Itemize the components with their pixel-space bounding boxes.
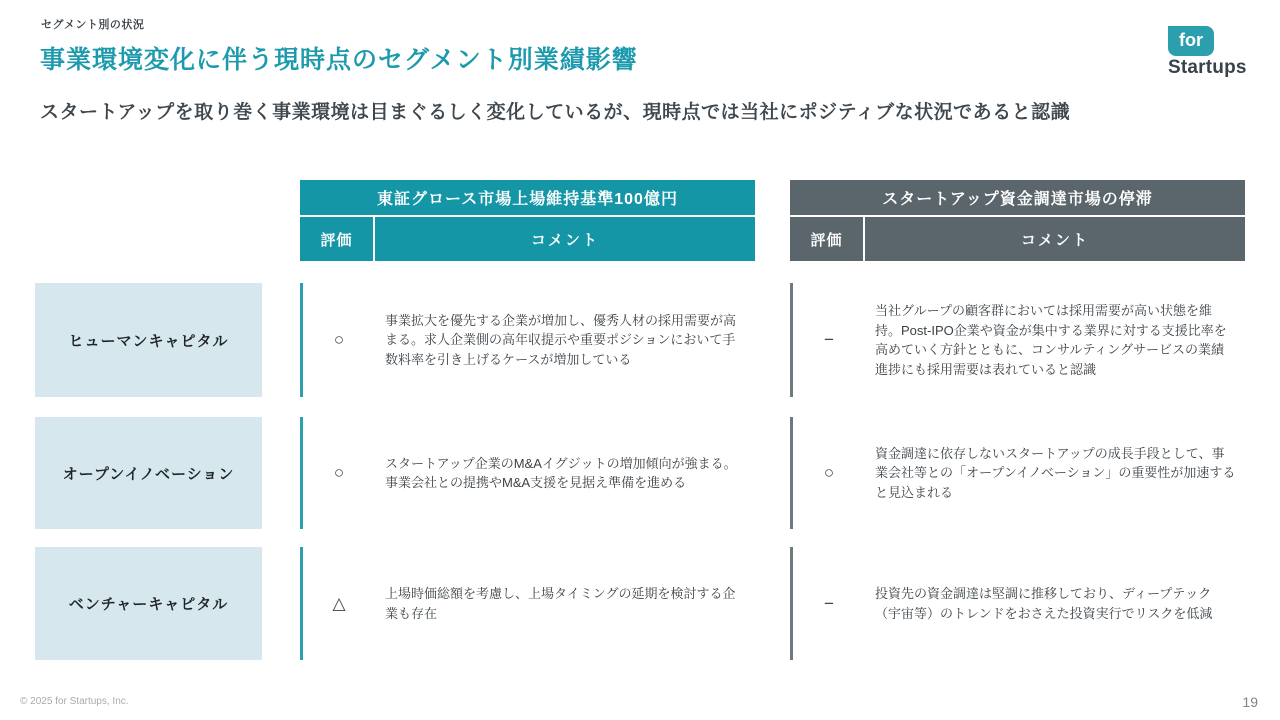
logo-for-mark: for xyxy=(1168,26,1214,56)
logo-startups-text: Startups xyxy=(1168,57,1247,78)
for-startups-logo xyxy=(1168,26,1250,79)
group-title-tse-growth: 東証グロース市場上場維持基準100億円 xyxy=(300,180,755,217)
eval-header-left: 評価 xyxy=(300,217,375,261)
row-label-human-capital: ヒューマンキャピタル xyxy=(35,283,262,397)
table-row xyxy=(300,283,755,397)
comment-text: 当社グループの顧客群においては採用需要が高い状態を維持。Post-IPO企業や資金が集中する業界に対する支援比率を高めていく方針とともに、コンサルティングサービスの業績進捗にも採用需要は表れていると認識 xyxy=(875,303,1227,377)
comment-text: 投資先の資金調達は堅調に推移しており、ディープテック（宇宙等）のトレンドをおさえた投資実行でリスクを低減 xyxy=(875,586,1213,621)
comment-text: 上場時価総額を考慮し、上場タイミングの延期を検討する企業も存在 xyxy=(385,586,736,621)
rating-symbol: − xyxy=(824,593,834,613)
eval-header-right: 評価 xyxy=(790,217,865,261)
row-label-venture-capital: ベンチャーキャピタル xyxy=(35,547,262,660)
slide-subtitle: スタートアップを取り巻く事業環境は目まぐるしく変化しているが、現時点では当社にポジティブな状況であると認識 xyxy=(40,102,1071,123)
comment-text: 事業拡大を優先する企業が増加し、優秀人材の採用需要が高まる。求人企業側の高年収提示や重要ポジションにおいて手数料率を引き上げるケースが増加している xyxy=(385,312,737,367)
page-number: 19 xyxy=(1242,694,1258,710)
copyright-text: © 2025 for Startups, Inc. xyxy=(20,696,129,707)
group-title-funding-stagnation: スタートアップ資金調達市場の停滞 xyxy=(790,180,1245,217)
slide-eyebrow: セグメント別の状況 xyxy=(41,19,145,31)
rating-symbol: − xyxy=(824,330,834,349)
slide-title: 事業環境変化に伴う現時点のセグメント別業績影響 xyxy=(40,46,638,74)
rating-symbol: ○ xyxy=(823,463,835,482)
comment-header-left: コメント xyxy=(375,217,755,261)
table-row xyxy=(300,417,755,529)
rating-symbol: ○ xyxy=(333,330,345,349)
rating-symbol: △ xyxy=(332,593,346,613)
table-row xyxy=(300,547,755,660)
column-group-tse-growth xyxy=(300,180,755,263)
comment-text: スタートアップ企業のM&Aイグジットの増加傾向が強まる。事業会社との提携やM&A支援を見据え準備を進める xyxy=(385,455,737,490)
table-row xyxy=(790,283,1245,397)
comment-text: 資金調達に依存しないスタートアップの成長手段として、事業会社等との「オープンイノベーション」の重要性が加速すると見込まれる xyxy=(875,445,1236,500)
row-label-open-innovation: オープンイノベーション xyxy=(35,417,262,529)
comment-header-right: コメント xyxy=(865,217,1245,261)
table-row xyxy=(790,417,1245,529)
table-row xyxy=(790,547,1245,660)
column-group-funding-stagnation xyxy=(790,180,1245,263)
rating-symbol: ○ xyxy=(333,463,345,482)
